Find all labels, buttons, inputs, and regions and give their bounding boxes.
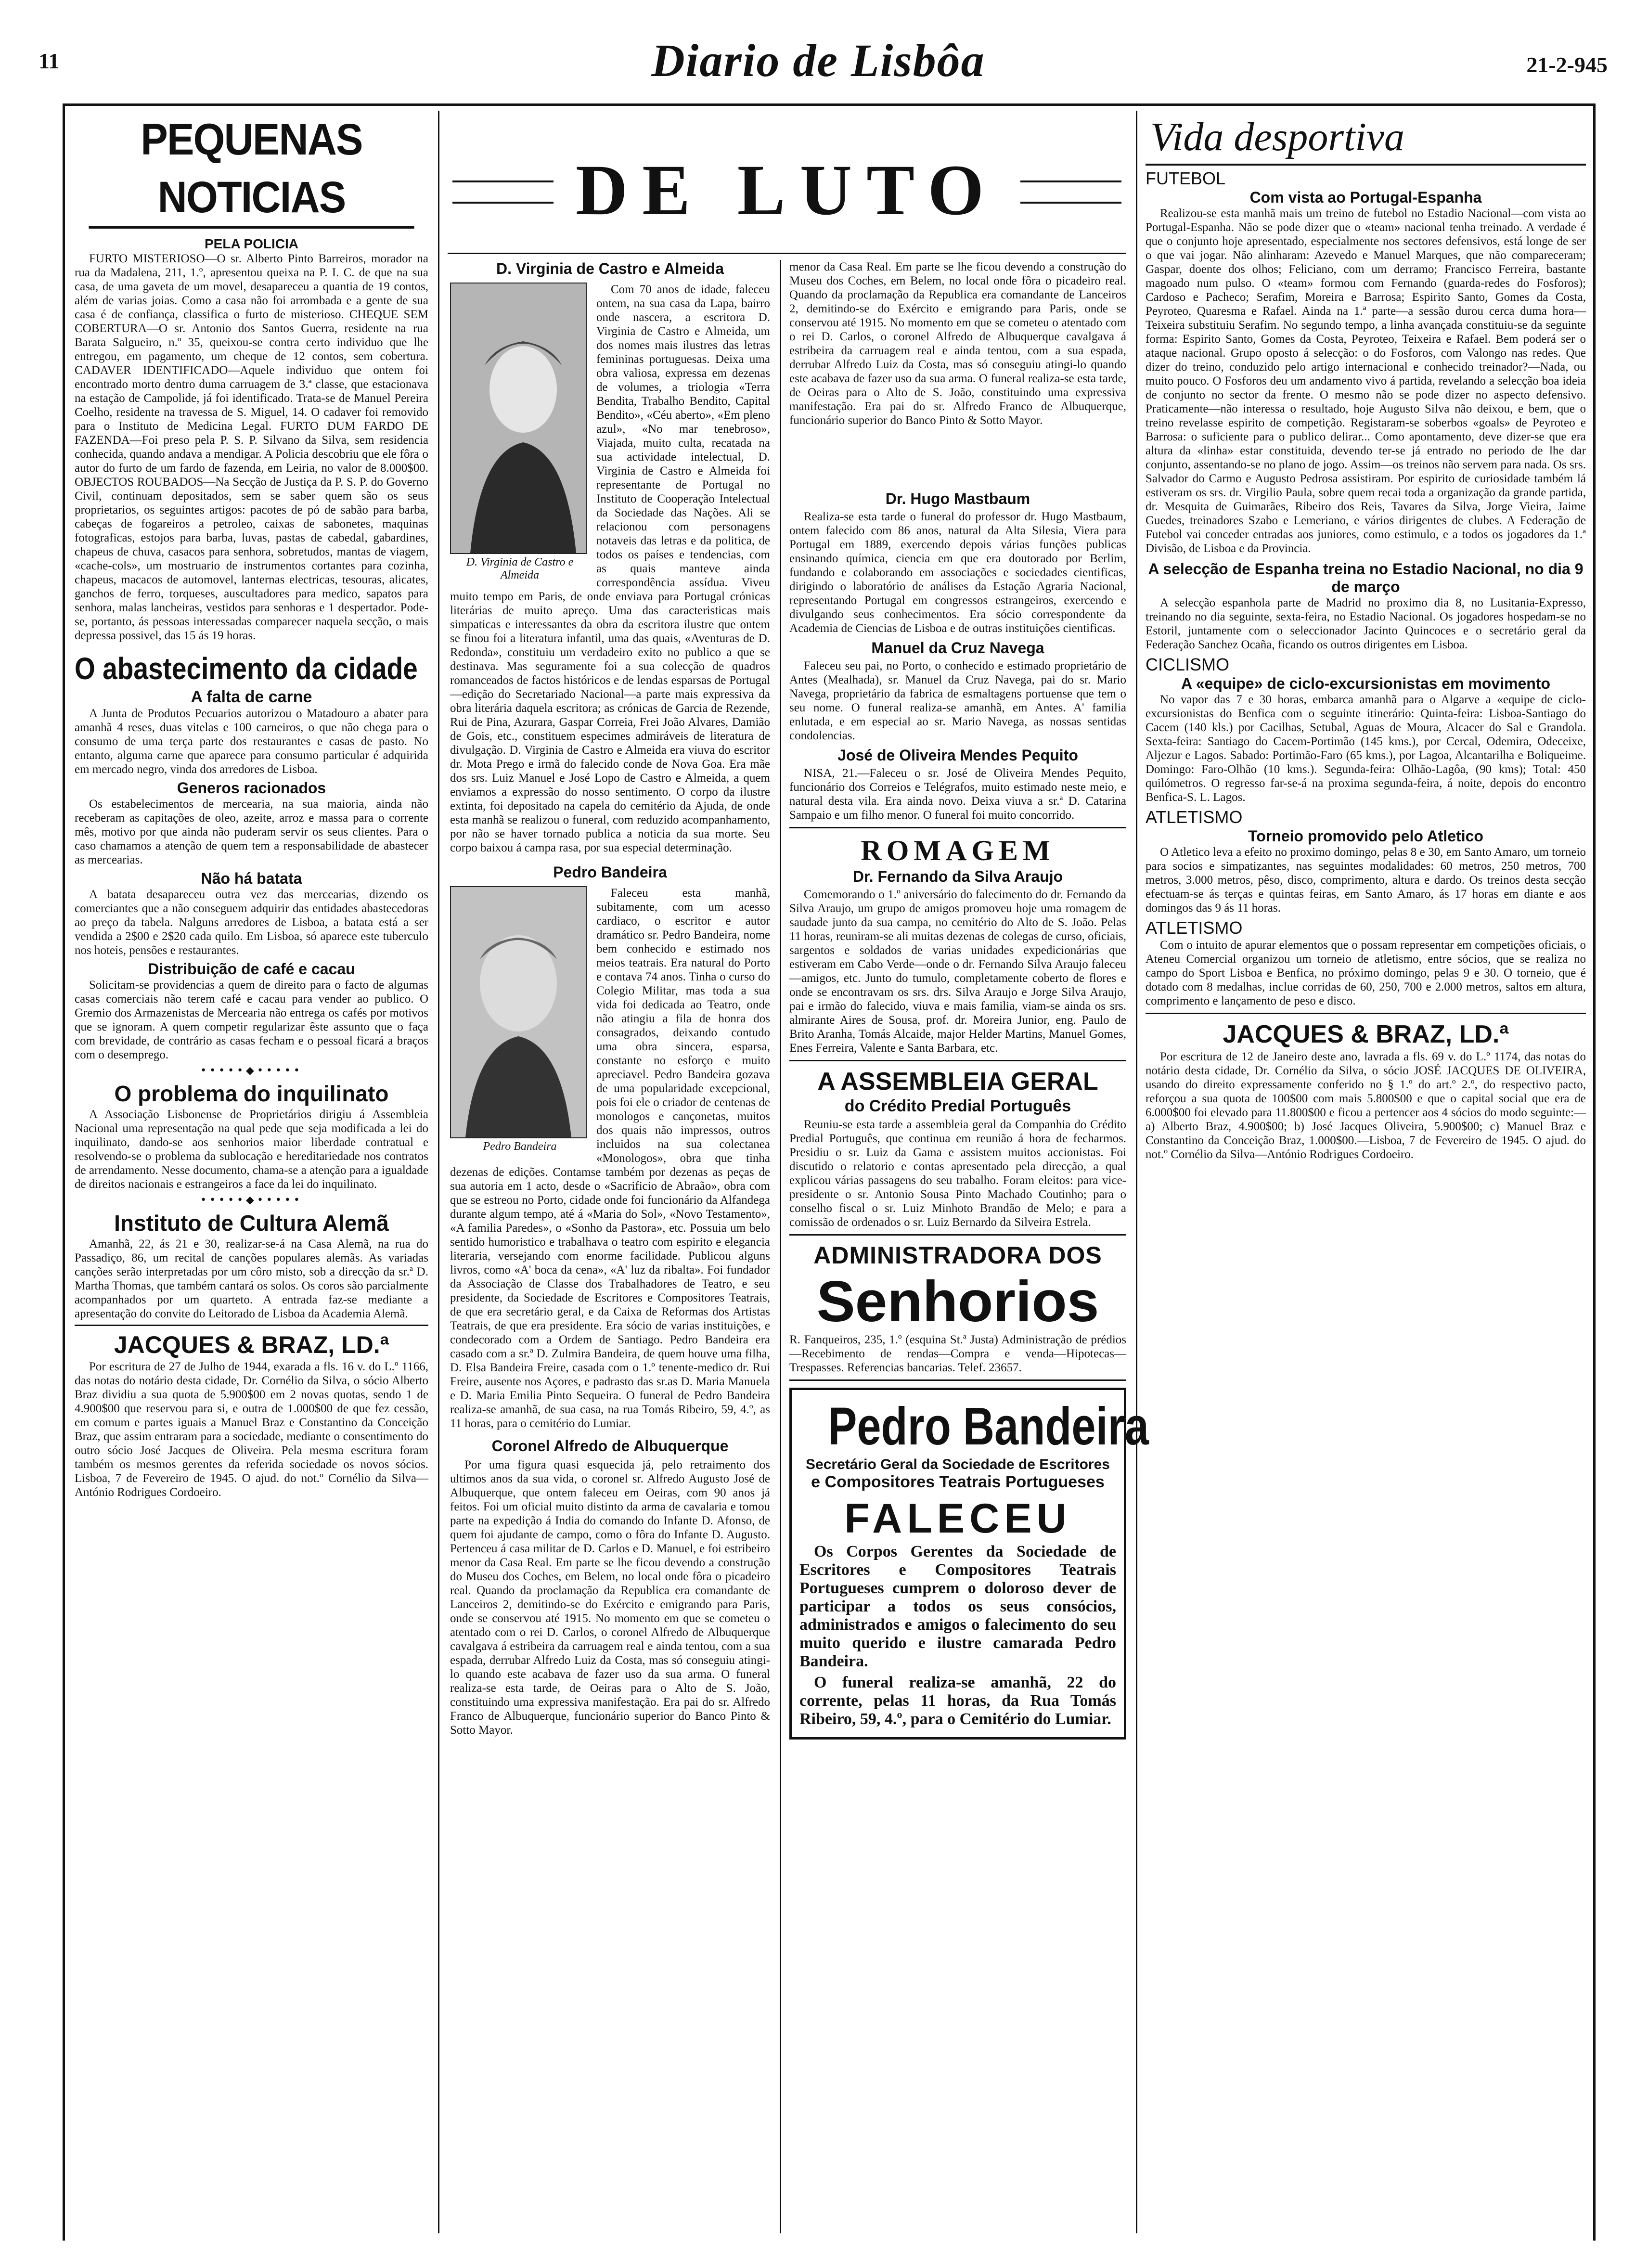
article-inquilinato-text: A Associação Lisbonense de Proprietários dirigiu á Assembleia Nacional uma representação na qual pede que seja modificada a lei do inquilinato, dando-se aos senhorios maior liberdade contratual e resolvendo-se o problema da sublocação e hereditariedade nos contratos de arrendamento. Nesse documento, chama-se a atenção para a igualdade de direitos nacionais e estrangeiros a face da lei do inquilinato. — [75, 1108, 428, 1191]
article-mastbaum-text: Realiza-se esta tarde o funeral do professor dr. Hugo Mastbaum, ontem falecido com 86 anos, natural da Alta Silesia, Viera para Portugal em 1889, exercendo depois várias funções publicas ensinando química, ciencia em que era doutorado por Berlim, fundando e colaborando em associações e sociedades cientificas, dirigindo o laboratório de análises da Estação Agraria Nacional, representando Portugal em congressos estrangeiros, exercendo e divulgando seus conhecimentos. Era sócio correspondente da Academia de Ciencias de Lisboa e de outras instituições cientificas. — [789, 510, 1126, 635]
heading-jacques-braz-2: JACQUES & BRAZ, LD.ª — [1223, 1020, 1509, 1048]
article-generos-text: Os estabelecimentos de mercearia, na sua maioria, ainda não receberam as capitações de oleo, azeite, arroz e massa para o corrente mês, motivo por que ainda não puderam servir os seus clientes. Para o caso chamamos a atenção de quem tem a responsabilidade de abastecer as mercearias. — [75, 798, 428, 866]
right-frame — [1593, 103, 1596, 2241]
article-romagem-text: Comemorando o 1.º aniversário do falecimento do dr. Fernando da Silva Araujo, um grupo de amigos promoveu hoje uma romagem de saudade junto da sua campa, no cemitério do Alto de S. João. Pelas 11 horas, reuniram-se ali muitas dezenas de colegas de curso, oficiais, sargentos e soldados de varias unidades expedicionárias que estiveram em Cabo Verde—onde o dr. Fernando Silva Araujo faleceu—amigos, etc. Junto do tumulo, completamente coberto de flores e onde se encontravam os srs. drs. Silva Araujo e Jorge Silva Araujo, pai e irmão do falecido, viuva e mais familia, viam-se ainda os srs. almirante Aires de Sousa, prof. dr. Moreira Junior, eng. Paulo de Brito Aranha, Tomás Alcaide, major Helder Martins, Manuel Gomes, Enes Ferreira, Valente e Santa Barbara, etc. — [789, 888, 1126, 1055]
portrait-figure-virginia — [450, 283, 590, 584]
article-assembleia-text: Reuniu-se esta tarde a assembleia geral da Companhia do Crédito Predial Português, que continua em reunião á hora de fecharmos. Presidiu o sr. Luiz da Gama e assistem muitos accionistas. Foi discutido o relatorio e contas apresentado pela direcção, a qual explicou várias passagens do seu trabalho. Foram eleitos: para vice-presidente o sr. Antonio Sousa Pinto Machado Coutinho; para o conselho fiscal o sr. Luiz Minhoto Brandão de Melo; e para a comissão de ordenados o sr. Luiz Bernardo da Silveira Estrela. — [789, 1118, 1126, 1229]
luto-column-b — [789, 260, 1149, 1740]
column-rule-3 — [1136, 111, 1137, 2233]
senhorios-line-2: Senhorios — [816, 1269, 1099, 1334]
senhorios-line-1: ADMINISTRADORA DOS — [813, 1242, 1102, 1269]
article-jacques-braz-1-text: Por escritura de 27 de Julho de 1944, exarada a fls. 16 v. do L.º 1166, das notas do notário desta cidade, Dr. Cornélio da Silva, o sócio Alberto Braz dividiu a sua quota de 5.900$00 em 2 novas quotas, sendo 1 de 4.900$00 que reservou para si, e outra de 1.000$00 de que fez cessão, em comum e partes iguais a Manuel Braz e Constantino da Conceição Braz, que assim entraram para a sociedade, mediante o consentimento do outro sócio José Jacques de Oliveira. Pela mesma escritura foram também os mesmos gerentes da referida sociedade os novos sócios. Lisboa, 7 de Fevereiro de 1945. O ajud. do not.º Cornélio da Silva—António Rodrigues Cordoeiro. — [75, 1360, 428, 1499]
newspaper-title: Diario de Lisbôa — [651, 35, 985, 86]
subheading-pela-policia: PELA POLICIA — [205, 236, 298, 251]
notice-title-2: e Compositores Teatrais Portugueses — [811, 1473, 1105, 1491]
caption-bandeira: Pedro Bandeira — [483, 1140, 557, 1153]
divider: •••••◆••••• — [200, 1065, 303, 1077]
subheading-falta-carne: A falta de carne — [191, 688, 312, 706]
article-cafe-text: Solicitam-se providencias a quem de direito para o facto de algumas casas comerciais não terem café e cacau para vender ao publico. O Gremio dos Armazenistas de Mercearia não entrega os cafés por motivos que se ignoram. A quem competir regularizar êste assunto que o faça com brevidade, de contrário as casas fecham e o pessoal ficará a braços com o desemprego. — [75, 979, 428, 1061]
heading-abastecimento: O abastecimento da cidade — [75, 651, 418, 686]
banner-rule-right — [1020, 180, 1121, 204]
subheading-portugal-espanha: Com vista ao Portugal-Espanha — [1249, 189, 1482, 206]
page-number: 11 — [39, 49, 60, 73]
heading-navega: Manuel da Cruz Navega — [871, 639, 1044, 657]
subheading-nao-ha-batata: Não há batata — [201, 870, 302, 887]
notice-title-1: Secretário Geral da Sociedade de Escritores — [806, 1456, 1110, 1472]
heading-coronel-albuquerque: Coronel Alfredo de Albuquerque — [491, 1437, 729, 1455]
rule — [1146, 1013, 1586, 1014]
heading-pequito: José de Oliveira Mendes Pequito — [837, 747, 1078, 764]
heading-de-luto: DE LUTO — [575, 150, 999, 230]
heading-pedro-bandeira: Pedro Bandeira — [553, 863, 667, 881]
subheading-espanha-treina: A selecção de Espanha treina no Estadio Nacional, no dia 9 de março — [1148, 560, 1584, 595]
section-heading-pequenas-noticias: PEQUENAS NOTICIAS — [89, 111, 414, 229]
article-portugal-espanha-text: Realizou-se esta manhã mais um treino de futebol no Estadio Nacional—com vista ao Portugal-Espanha. Não se pode dizer que o «team» nacional tenha treinado. A verdade é que o conjunto hoje apresentado, especialmente nos sectores defensivos, está longe de ser o que vai jogar. Não alinharam: Azevedo e Manuel Marques, que não compareceram; Gaspar, doente dos olhos; Feliciano, com um derramo; Francisco Ferreira, bastante magoado num pulso. O «team» formou com Fernando (guarda-redes do Fosforos); Cardoso e Pacheco; Serafim, Moreira e Barrosa; Espirito Santo, Gomes da Costa, Peyroteo, Quaresma e Rafael. Ainda na 1.ª parte—a sessão durou cerca duma hora—Teixeira substituiu Serafim. No segundo tempo, a linha avançada constituiu-se da seguinte forma: Espirito Santo, Gomes da Costa, Peyroteo, Teixeira e Rafael. Bem poderá ser o ataque nacional. Grupo oposto á selecção: o do Fosforos, com Valongo nas redes. Que dizer do treino, conduzido pelo artigo internacional e conhecido treinador?—Nada, ou muito pouco. O Fosforos deu um andamento vivo á partida, revelando a selecção boa ideia de conjunto no sector da frente. O mesmo não se pode dizer no aspecto defensivo. Praticamente—não interessa o resultado, hoje Augusto Silva não deixou, e bem, que o treino revelasse espirito de competição. Registaram-se soberbos «goals» de Peyroteo e Barrosa: o suficiente para o publico delirar... Como apontamento, deve dizer-se que era altura da «linha» estar constituida, devendo ter-se já entrado no periodo de lhe dar conjunto, assentando-se no plano de jogo. Assim—os treinos não servem para nada. Os srs. Salvador do Carmo e Augusto Pedrosa assistiram. Por espirito de curiosidade também lá estiveram os srs. dr. Virgilio Paula, sobre quem recai toda a organização da grande partida, dr. Mesquita de Guimarães, Ribeiro dos Reis, Tavares da Silva, Jorge Vieira, Jaime Guedes, treinadores Szabo e Lemeriano, e vários dirigentes de clubes. A Federação de Futebol vai conceder entradas aos juniores, como estimulo, e a todos os jogadores da 1.ª Divisão, de Lisboa e da Provincia. — [1146, 207, 1586, 555]
article-navega-text: Faleceu seu pai, no Porto, o conhecido e estimado proprietário de Antes (Mealhada), sr. Manuel da Cruz Navega, pai do sr. Mario Navega, proprietário da fabrica de esmaltagens portuense que tem o seu nome. O funeral realiza-se amanhã, em Antes. A' familia enlutada, e em especial ao sr. Mario Navega, as nossas sentidas condolencias. — [789, 659, 1126, 742]
portrait-figure-bandeira — [450, 886, 590, 1155]
caption-virginia: D. Virginia de Castro e Almeida — [466, 556, 574, 581]
subheading-torneio-atletico: Torneio promovido pelo Atletico — [1248, 827, 1483, 845]
luto-banner — [448, 150, 1126, 231]
heading-jacques-braz-1: JACQUES & BRAZ, LD.ª — [114, 1331, 389, 1358]
heading-vida-desportiva: Vida desportiva — [1146, 111, 1586, 166]
article-ciclismo-text: No vapor das 7 e 30 horas, embarca amanhã para o Algarve a «equipe de ciclo-excursionistas do Benfica com o seguinte itinerário: Quinta-feira: Lisboa-Santiago do Cacem (140 kls.) por Cacilhas, Setubal, Aguas de Moura, Alcacer do Sal e Grandola. Sexta-feira: Santiago do Cacem-Portimão (145 kms.), por Cercal, Odemira, Odeceixe, Aljezur e Lagos. Sabado: Portimão-Faro (65 kms.), por Lagoa, Alcantarilha e Boliqueime. Domingo: Faro-Olhão (10 kms.). Segunda-feira: Olhão-Lagôa, (90 kms); Total: 450 quilómetros. O regresso far-se-á na proxima segunda-feira, á noite, depois do encontro Benfica-S. L. Lagos. — [1146, 693, 1586, 804]
heading-inquilinato: O problema do inquilinato — [114, 1081, 389, 1106]
senhorios-text: R. Fanqueiros, 235, 1.º (esquina St.ª Justa) Administração de prédios—Recebimento de rendas—Compra e venda—Hipotecas—Trespasses. Referencias bancarias. Telef. 23657. — [789, 1333, 1126, 1374]
left-frame — [63, 103, 65, 2241]
divider: •••••◆••••• — [200, 1194, 303, 1206]
column-rule-2 — [780, 260, 781, 2233]
rule — [789, 827, 1126, 828]
article-pequito-text: NISA, 21.—Faleceu o sr. José de Oliveira Mendes Pequito, funcionário dos Correios e Telégrafos, muito estimado neste meio, e natural desta vila. Era ainda novo. Deixa viuva a sr.ª D. Catarina Sampaio e um filho menor. O funeral foi muito concorrido. — [789, 767, 1126, 822]
rule — [789, 1379, 1126, 1381]
issue-date: 21-2-945 — [1526, 52, 1608, 77]
heading-cultura-alema: Instituto de Cultura Alemã — [114, 1211, 389, 1236]
senhorios-advert — [789, 1240, 1126, 1375]
subheading-generos-racionados: Generos racionados — [177, 779, 326, 797]
subheading-credito-predial: do Crédito Predial Português — [844, 1097, 1071, 1115]
article-policia-text: FURTO MISTERIOSO—O sr. Alberto Pinto Barreiros, morador na rua da Madalena, 211, 1.º, apresentou queixa na P. I. C. de que na sua casa, de uma gaveta de um movel, desapareceu a quantia de 19 contos, além de varias joias. Como a casa não foi arrombada e a gente de sua casa é de confiança, classifica o furto de misterioso. CHEQUE SEM COBERTURA—O sr. Antonio dos Santos Guerra, residente na rua Barata Salgueiro, n.º 35, queixou-se contra certo individuo que lhe entregou, em pagamento, um cheque de 12 contos, sem cobertura. CADAVER IDENTIFICADO—Aquele individuo que ontem foi encontrado morto dentro duma carruagem de 3.ª classe, que estacionava na estação de Campolide, já foi identificado. Trata-se de Manuel Pereira Coelho, residente na travessa de S. Miguel, 14. O cadaver foi removido para o Instituto de Medicina Legal. FURTO DUM FARDO DE FAZENDA—Foi preso pela P. S. P. Silvano da Silva, sem residencia conhecida, quando andava a mendigar. A Policia descobriu que ele fôra o autor do furto de um fardo de fazenda, em Leiria, no valor de 8.000$00. OBJECTOS ROUBADOS—Na Secção de Justiça da P. S. P. do Governo Civil, continuam depositados, sem se saber quem são os seus proprietarios, os seguintes artigos: pacotes de pó de sabão para barba, cabeças de fogareiros a petroleo, caixas de sabonetes, maquinas fotograficas, estojos para barba, luvas, pastas de cabedal, gabardines, chapeus de chuva, casacos para senhora, sobretudos, mantas de viagem, «cache-cols», um mostruario de instrumentos cortantes para cozinha, chapeus, macacos de automovel, lanternas electricas, tesouras, alicates, ganchos de ferro, torqueses, auscultadores para medico, sapatos para senhora, malas lancheiras, vestidos para senhoras e 1 despertador. Pode-se, portanto, ás pessoas interessadas comparecer naquela secção, o mais depressa possivel, das 15 ás 19 horas. — [75, 252, 428, 642]
heading-romagem: ROMAGEM — [861, 835, 1055, 866]
section-ciclismo: CICLISMO — [1146, 655, 1230, 674]
heading-assembleia-geral: A ASSEMBLEIA GERAL — [817, 1068, 1098, 1095]
article-virginia-text: Com 70 anos de idade, faleceu ontem, na sua casa da Lapa, bairro onde nascera, a escritora D. Virginia de Castro e Almeida, um dos nomes mais ilustres das letras femininas portuguesas. Deixa uma obra valiosa, expressa em dezenas de volumes, a triologia «Terra Bendita, Trabalho Bendito, Capital Bendito», «Céu aberto», «Em pleno azul», «No mar tenebroso», Viajada, muito culta, recatada na sua actividade intelectual, D. Virginia de Castro e Almeida foi representante de Portugal no Instituto de Cooperação Intelectual da Sociedade das Nações. Ali se relacionou com personagens notaveis das letras e da politica, de todos os países e tendencias, com as quais manteve ainda correspondência assídua. Viveu muito tempo em Paris, de onde enviava para Portugal crónicas literárias de muito apreço. Uma das caracteristicas mais simpaticas e interessantes da obra da escritora ilustre que ontem se finou foi a literatura infantil, uma das quais, «Aventuras de D. Redonda», constituiu um verdadeiro exito no publico a que se destinava. Mas seguramente foi a sua colecção de quadros romanceados de factos históricos e de lendas esparsas de Portugal—edição do Secretariado Nacional—a parte mais expressiva da obra literária daquela escritora; as crónicas de Garcia de Rezende, Rui de Pina, Azurara, Gaspar Correia, Frei João Alvares, Damião de Gois, etc., constituem especimes admiráveis de literatura de divulgação. D. Virginia de Castro e Almeida era viuva do escritor dr. Mota Prego e irmã do falecido conde de Nova Goa. Era mãe dos srs. Luiz Manuel e José Lopo de Castro e Almeida, a quem enviamos a expressão do nosso sentimento. O corpo da ilustre extinta, foi depositado na capela do cemitério da Ajuda, de onde esta manhã se realizou o funeral, com reduzido acompanhamento, por não se haver tornado publica a noticia da sua morte. Seu corpo baixou á campa rasa, por sua especial determinação. — [450, 283, 770, 854]
portrait-photo-bandeira — [450, 886, 587, 1138]
article-espanha-text: A selecção espanhola parte de Madrid no proximo dia 8, no Lusitania-Expresso, treinando no dia seguinte, sexta-feira, no Estadio Nacional. Os jogadores hospedam-se no Estoril, juntamente com o seleccionador Jacinto Quincoces e o secretário geral da Federação Sanchez Ocaña, ficando os outros dirigentes em Lisboa. — [1146, 596, 1586, 651]
banner-rule-left — [452, 180, 554, 204]
rule — [75, 1325, 428, 1326]
subheading-cafe-cacau: Distribuição de café e cacau — [148, 960, 355, 978]
column-1 — [75, 111, 428, 1499]
article-falta-carne-text: A Junta de Produtos Pecuarios autorizou o Matadouro a abater para amanhã 4 reses, duas vitelas e 100 carneiros, o que não chega para o consumo de uma terça parte dos restaurantes e casas de pasto. No entanto, alguma carne que aparece para consumo particular é adquirida em mercado negro, vinda dos arredores de Lisboa. — [75, 707, 428, 776]
article-atletismo-2-text: Com o intuito de apurar elementos que o possam representar em competições oficiais, o Ateneu Comercial organizou um torneio de atletismo, entre sócios, que se realiza no campo do Sport Lisboa e Benfica, no próximo domingo, pelas 9 e 30. O torneio, que é dotado com 8 medalhas, inclue corridas de 60, 250, 700 e 2.000 metros, saltos em altura, comprimento e lançamento de peso e disco. — [1146, 939, 1586, 1007]
column-desporto — [1146, 111, 1586, 1161]
section-atletismo-1: ATLETISMO — [1146, 807, 1243, 827]
article-cultura-text: Amanhã, 22, ás 21 e 30, realizar-se-á na Casa Alemã, na rua do Passadiço, 86, um recital de canções populares alemãs. As variadas canções serão interpretadas por um côro misto, sob a direcção da sr.ª D. Martha Thomas, que também cantará os solos. Os coros são parcialmente acompanhados por um quarteto. A entrada faz-se mediante a apresentação do convite do Leitorado de Lisboa da Academia Alemã. — [75, 1237, 428, 1320]
notice-text-2: O funeral realiza-se amanhã, 22 do corrente, pelas 11 horas, da Rua Tomás Ribeiro, 59, 4.º, para o Cemitério do Lumiar. — [799, 1674, 1116, 1728]
top-rule — [63, 103, 1593, 106]
bandeira-death-notice — [789, 1388, 1149, 1740]
column-rule-1 — [438, 111, 439, 2233]
luto-underline — [448, 253, 1126, 254]
article-coronel-text: Por uma figura quasi esquecida já, pelo retraimento dos ultimos anos da sua vida, o coronel sr. Alfredo Augusto José de Albuquerque, que ontem faleceu em Oeiras, com 90 anos já feitos. Foi um oficial muito distinto da arma de cavalaria e tomou parte na expedição á India do comando do Infante D. Afonso, de quem foi ajudante de campo, como o fôra do Infante D. Augusto. Pertenceu á casa militar de D. Carlos e D. Manuel, e foi estribeiro menor da Casa Real. Em parte se lhe ficou devendo a construção do Museu dos Coches, em Belem, no local onde fôra o picadeiro real. Quando da proclamação da Republica era comandante de Lanceiros 2, demitindo-se do Exército e emigrando para Paris, onde se conservou até 1915. No momento em que se cometeu o atentado com o rei D. Carlos, o coronel Alfredo de Albuquerque cavalgava á estribeira da carruagem real e ainda tentou, com a sua espada, derrubar Alfredo Luiz da Costa, mas só conseguiu atingi-lo quando este acabava de fazer uso da sua arma. O funeral realiza-se esta tarde, de Oeiras para o Alto de S. João, constituindo uma expressiva manifestação. Era pai do sr. Alfredo Franco de Albuquerque, funcionário superior do Banco Pinto & Sotto Mayor. — [450, 1458, 770, 1737]
article-coronel-continued: menor da Casa Real. Em parte se lhe ficou devendo a construção do Museu dos Coches, em Belem, no local onde fôra o picadeiro real. Quando da proclamação da Republica era comandante de Lanceiros 2, demitindo-se do Exército e emigrando para Paris, onde se conservou até 1915. No momento em que se cometeu o atentado com o rei D. Carlos, o coronel Alfredo de Albuquerque cavalgava á estribeira da carruagem real e ainda tentou, com a sua espada, derrubar Alfredo Luiz da Costa, mas só conseguiu atingi-lo quando este acabava de fazer uso da sua arma. O funeral realiza-se esta tarde, de Oeiras para o Alto de S. João, constituindo uma expressiva manifestação. Era pai do sr. Alfredo Franco de Albuquerque, funcionário superior do Banco Pinto & Sotto Mayor. — [789, 260, 1126, 427]
notice-faleceu: FALECEU — [844, 1495, 1071, 1542]
portrait-photo-virginia — [450, 283, 587, 554]
section-atletismo-2: ATLETISMO — [1146, 918, 1243, 938]
article-bandeira-text: Faleceu esta manhã, subitamente, com um acesso cardiaco, o escritor e autor dramático sr. Pedro Bandeira, nome bem conhecido e estimado nos meios teatrais. Era natural do Porto e contava 74 anos. Tinha o curso do Colegio Militar, mas toda a sua vida foi dedicada ao Teatro, onde não atingiu a fila de honra dos consagrados, deixando contudo uma obra sincera, esparsa, constante no esforço e muito apreciavel. Pedro Bandeira gozava de uma popularidade excepcional, pois foi ele o criador de centenas de monologos e cançonetas, muitos dos quais não impressos, outros incluidos na sua colectanea «Monologos», obra que tinha dezenas de edições. Contamse também por dezenas as peças de sua autoria em 1 acto, desde o «Sacrificio de Abraão», obra com que se estreou no Porto, cidade onde foi funcionário da Alfandega durante algum tempo, até á «Maria do Sol», «Novo Testamento», «A familia Paredes», o «Sonho da Pastora», etc. Possuia um belo sentido humoristico e trabalhava o teatro com espirito e elegancia literaria, versejando com enorme facilidade. Publicou alguns livros, como «A' boca da cena», «A' luz da ribalta». Foi fundador da Associação de Classe dos Trabalhadores de Teatro, e seu presidente, da Sociedade de Escritores e Compositores Teatrais, de que era secretário geral, e da Caixa de Reformas dos Artistas Teatrais, de que era presidente. Era sócio de varias instituições, e condecorado com a Ordem de Santiago. Pedro Bandeira era casado com a sr.ª D. Zulmira Bandeira, de quem houve uma filha, D. Elsa Bandeira Freire, casada com o 1.º tenente-medico dr. Rui Freire, ausente nos Açores, e padrasto das sr.as D. Maria Manuela e D. Maria Emilia Pinto Sequeira. O funeral de Pedro Bandeira realiza-se amanhã, de sua casa, na rua Tomás Ribeiro, 59, 4.º, as 11 horas, para o cemitério do Lumiar. — [450, 887, 770, 1430]
subheading-silva-araujo: Dr. Fernando da Silva Araujo — [852, 868, 1063, 885]
heading-virginia-castro: D. Virginia de Castro e Almeida — [496, 260, 724, 277]
notice-name: Pedro Bandeira — [828, 1397, 1149, 1456]
notice-text-1: Os Corpos Gerentes da Sociedade de Escritores e Compositores Teatrais Portugueses cumprem o doloroso dever de participar a todos os seus consócios, administrados e amigos o falecimento do seu muito querido e ilustre camarada Pedro Bandeira. — [799, 1543, 1116, 1670]
subheading-ciclo-excursionistas: A «equipe» de ciclo-excursionistas em movimento — [1181, 675, 1551, 692]
article-jacques-braz-2-text: Por escritura de 12 de Janeiro deste ano, lavrada a fls. 69 v. do L.º 1174, das notas do notário desta cidade, Dr. Cornélio da Silva, o sócio JOSÉ JACQUES DE OLIVEIRA, usando do direito expressamente conferido no § 1.º do art.º 2.º, do respectivo pacto, reforçou a sua quota de 100$00 com mais 5.800$00 e que o capital social que era de 6.000$00 foi elevado para 11.800$00 e ficou a pertencer aos 4 sócios do modo seguinte:—a) Alberto Braz, 4.900$00; b) José Jacques Oliveira, 5.900$00; c) Manuel Braz e Constantino da Conceição Braz, 1.000$00.—Lisboa, 7 de Fevereiro de 1945. O ajud. do not.º Cornélio da Silva—António Rodrigues Cordoeiro. — [1146, 1050, 1586, 1161]
rule — [789, 1234, 1126, 1236]
luto-column-a — [450, 260, 770, 1737]
heading-mastbaum: Dr. Hugo Mastbaum — [885, 490, 1030, 507]
section-futebol: FUTEBOL — [1146, 168, 1226, 188]
article-batata-text: A batata desapareceu outra vez das mercearias, dizendo os comerciantes que a não conseguem adquirir das entidades abastecedoras ao preço da tabela. Nalguns arredores de Lisboa, a batata está a ser vendida a 2$00 e 2$20 cada quilo. Em Lisboa, só aparece este tuberculo nos hoteis, pensões e restaurantes. — [75, 888, 428, 957]
rule — [789, 1060, 1126, 1061]
article-atletismo-1-text: O Atletico leva a efeito no proximo domingo, pelas 8 e 30, em Santo Amaro, um torneio para socios e simpatizantes, nas seguintes modalidades: 60 metros, 250 metros, 700 metros, 3.000 metros, pêso, disco, comprimento, altura e dardo. Os treinos desta secção efectuam-se ás terças e quintas feiras, em Santo Amaro, ás 17 horas em diante e aos domingos das 9 ás 11 horas. — [1146, 846, 1586, 915]
